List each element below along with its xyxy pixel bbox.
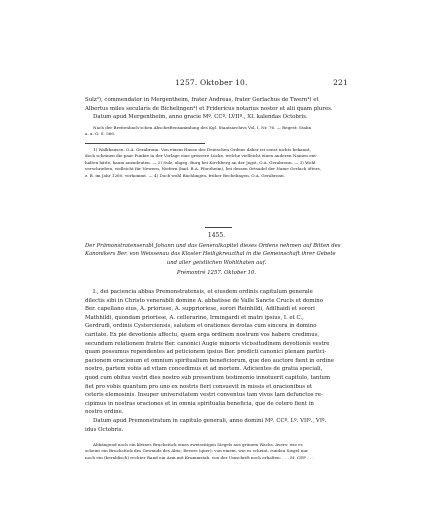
regest-line: Kanonikers Ber. von Weissenau das Kloster Heiligkreuzthal in die Gemeinschaft ihrer Gebete [85,251,336,258]
header-date: 1257. Oktober 10. [175,78,248,87]
body-line: pacionem oracionum et omnium spiritualium beneficiorum, que deo auctore fient in ordine [85,357,334,364]
body-line: ceteris elemosinis. Insuper universitatem vestri conventus tam vivos tam defunctos re- [85,392,323,399]
body-line: dilectis sibi in Christo venerabili domine A. abbatisse de Valle Sancte Crucis et domino [85,297,323,304]
body-line: Gerdrudi, ordinis Cysterciensis, salutem et orationes devotas cum sincera in domino [85,323,317,330]
footnote-line: z. B. im Jahr 1260, vorkommt. — 4) Doch wohl Bächlingen, früher Bechelingen, O.A. Gerabronn. [85,172,285,178]
body-line: quam possumus rependentes ad peticionem ipsius Ber. predicti canonici plenam partici- [85,349,327,356]
body-line: Datum apud Premonstratum in capitulo generali, anno domini Mº. CCº. Lº. VIIº., VIº. [93,417,327,424]
source-line: a. a. O. S. 566. [85,131,116,137]
body-line: nostro, partem vobis ad vitam concedimus et ad mortem. Adicientes de gratia speciali, [85,366,323,373]
seal-note-line: Abhängend noch ein kleines Bruchstück eines zweiseitigen Siegels aus grünem Wachs. Avers: wie es [93,442,303,447]
text-line: Datum apud Mergentheim, anno gracie Mº. CCº. LVIIº., XI. kalendas Octobris. [93,114,308,121]
footnote-line: doch scheinen die paar Punkte in der Vorlage eine grossere Lücke, welche vielleicht einen anderen Namen ent- [85,153,318,159]
place-date-text: Prémontré 1257. Oktober 10. [176,270,257,276]
regest-line: und aller geistlichen Wohlthaten auf. [166,259,267,266]
seal-note-line: scheint ein Bruchstück des Gewands des Abts; Revers (quer): von einem, wie es scheint, runden Siegel nur [85,448,308,454]
document-number: 1455. [207,232,226,239]
text-line: Albertus miles secularis de Bichelingen⁴) et Fridericus notarius noster et alii quam plures. [85,105,333,112]
footnote-line: 1) Walkhausen, O.A. Gerabronn. Von einem Hause des Deutschen Ordens daher ist sonst nichts bekannt, [93,147,311,152]
footnotes [85,147,348,179]
text-line: Sulz³), commendator in Mergentheim, frater Andreas, frater Gerlachus de Twern⁴) et [85,97,319,103]
body-line: Ber. capellano eius, A. priorisse, A. supprioriese, sorori Reinhildi, Adilhaidi et sorori [85,306,315,313]
regest-line: Der Prämonstratenserabt Johann und das Generalkapitel dieses Ordens nehmen auf Bitten des [85,243,341,249]
body-line: secundum relationem fratris Ber. canonici Augie minoris vicissitudinem devotionis vestre [85,340,330,347]
section-divider [205,227,232,228]
body-line: fiet pro vobis quantum pro uno ex nostris fieri consuevit in missis et oracionibus et [85,383,313,390]
body-line: quod cum obitus vestri dies nostro sub presentium testimonio innotuerit capitulo, tantum [85,374,331,381]
seal-note-line: noch ein (heraldisch) rechter Rand ein Arm mit Krummstab, von der Umschrift noch erhalten: . . . M. CEP . . . [85,454,314,460]
top-text [85,96,348,122]
page-number: 221 [333,78,348,87]
footnote-rule [85,143,205,144]
charter-body [85,288,348,434]
body-line: I., dei paciencia abbas Premonstratensis, et eiusdem ordinis capitulum generale [93,289,313,295]
body-line: caritate. Ex pie devotionis affectu, quem erga ordinem nostrum vos habere credimus, [85,331,320,338]
footnote-line: verschrieben, vielleicht für Newern, Niefern (bad. B.A. Pforzheim), bei dessen Ortsadel der Name Gerlach öfters, [85,166,322,172]
footnote-line: halten hätte, kaum anzudeuten. — 2) Sulz, abgeg. Burg bei Kirchberg an der Jagst, O.A. Gerabronn. — 3) Wohl [85,159,316,165]
regest [85,242,348,267]
body-line: Mathhildi, quondam priorisse, A. cellerarine, Irmingardi et matri ipsius, I. et C., [85,314,304,321]
body-line: idus Octobris. [85,426,124,433]
running-header [85,78,348,88]
body-line: nostro ordine. [85,409,124,416]
source-line: Nach der Breitenbach’schen Abschriftensammlung des Kgl. Staatsarchivs Vol. I, Nr. 76. — Regest: Stalin [93,125,312,130]
seal-note [85,442,348,461]
source-note [85,125,348,138]
body-line: cipimus in nostras oraciones et in omnia spiritualia beneficia, que de cetero fient in [85,400,314,407]
place-date [85,270,348,276]
